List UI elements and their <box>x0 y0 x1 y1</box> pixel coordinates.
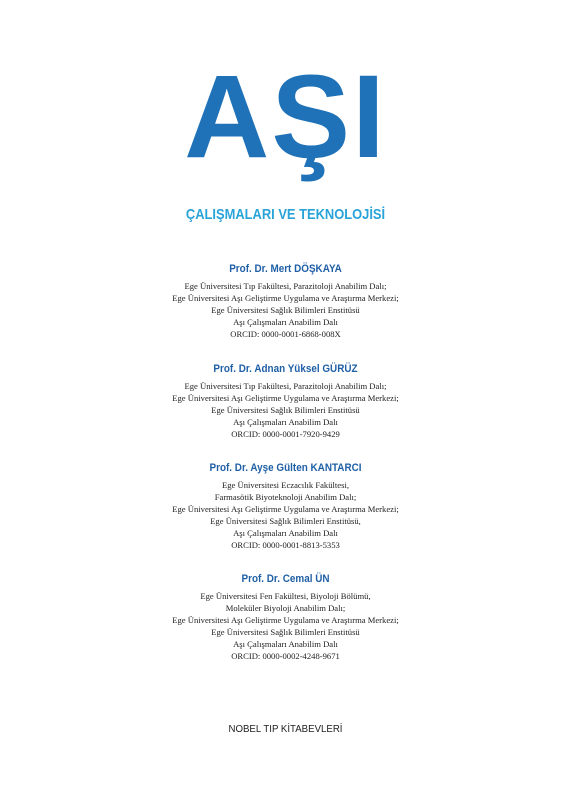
author-name: Prof. Dr. Mert DÖŞKAYA <box>229 263 342 275</box>
author-block-1 <box>0 262 571 340</box>
affiliation-line: Ege Üniversitesi Sağlık Bilimleri Enstitüsü, <box>210 516 361 526</box>
affiliation-line: Aşı Çalışmaları Anabilim Dalı <box>233 317 338 327</box>
orcid: ORCID: 0000-0001-6868-008X <box>230 329 341 339</box>
book-subtitle: ÇALIŞMALARI VE TEKNOLOJİSİ <box>185 206 386 223</box>
author-block-4 <box>0 572 571 662</box>
author-block-3 <box>0 461 571 551</box>
orcid: ORCID: 0000-0001-8813-5353 <box>231 540 340 550</box>
affiliation-line: Aşı Çalışmaları Anabilim Dalı <box>233 528 338 538</box>
orcid: ORCID: 0000-0002-4248-9671 <box>231 651 340 661</box>
affiliation-line: Farmasötik Biyoteknoloji Anabilim Dalı; <box>214 492 357 502</box>
affiliation-line: Ege Üniversitesi Aşı Geliştirme Uygulama ve Araştırma Merkezi; <box>172 504 399 514</box>
author-name: Prof. Dr. Ayşe Gülten KANTARCI <box>209 462 362 474</box>
author-name: Prof. Dr. Adnan Yüksel GÜRÜZ <box>213 363 358 375</box>
affiliation-line: Moleküler Biyoloji Anabilim Dalı; <box>225 603 346 613</box>
affiliation-line: Ege Üniversitesi Sağlık Bilimleri Enstitüsü <box>211 627 360 637</box>
affiliation-line: Ege Üniversitesi Fen Fakültesi, Biyoloji Bölümü, <box>200 591 371 601</box>
affiliation-line: Aşı Çalışmaları Anabilim Dalı <box>233 639 338 649</box>
author-block-2 <box>0 362 571 440</box>
affiliation-line: Ege Üniversitesi Sağlık Bilimleri Enstitüsü <box>211 305 360 315</box>
affiliation-line: Ege Üniversitesi Aşı Geliştirme Uygulama ve Araştırma Merkezi; <box>172 293 399 303</box>
affiliation-line: Ege Üniversitesi Aşı Geliştirme Uygulama ve Araştırma Merkezi; <box>172 393 399 403</box>
publisher-name: NOBEL TIP KİTABEVLERİ <box>228 723 343 735</box>
book-title: AŞI <box>184 51 387 183</box>
affiliation-line: Ege Üniversitesi Eczacılık Fakültesi, <box>222 480 349 490</box>
affiliation-line: Ege Üniversitesi Tıp Fakültesi, Parazitoloji Anabilim Dalı; <box>184 281 387 291</box>
affiliation-line: Ege Üniversitesi Tıp Fakültesi, Parazitoloji Anabilim Dalı; <box>184 381 387 391</box>
affiliation-line: Ege Üniversitesi Aşı Geliştirme Uygulama ve Araştırma Merkezi; <box>172 615 399 625</box>
affiliation-line: Aşı Çalışmaları Anabilim Dalı <box>233 417 338 427</box>
author-name: Prof. Dr. Cemal ÜN <box>241 573 330 585</box>
affiliation-line: Ege Üniversitesi Sağlık Bilimleri Enstitüsü <box>211 405 360 415</box>
orcid: ORCID: 0000-0001-7920-9429 <box>231 429 340 439</box>
